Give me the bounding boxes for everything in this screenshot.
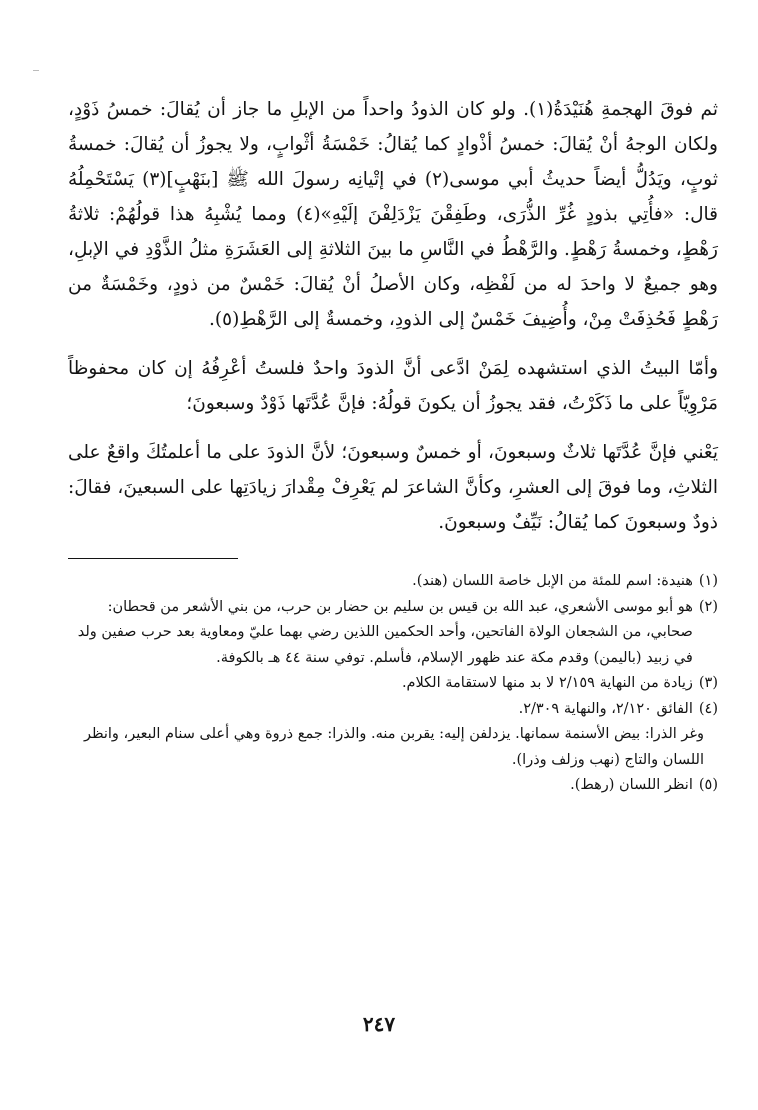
paragraph-2: وأمّا البيتُ الذي استشهده لِمَنْ ادَّعى أنَّ الذودَ واحدٌ فلستُ أعْرِفُهُ إن كان محفوظاً مَرْوِيّاً على ما ذَكَرْتُ، فقد يجوزُ أن يكونَ قولُهُ: فإنَّ عُدَّتَها ذَوْدٌ وسبعونَ؛ xyxy=(68,358,718,414)
paragraph-1: ثم فوقَ الهجمةِ هُنَيْدَةُ(١). ولو كان الذودُ واحداً من الإبلِ ما جاز أن يُقالَ: خمسُ ذَوْدٍ، ولكان الوجهُ أنْ يُقالَ: خمسُ أذْوادٍ كما يُقالُ: خَمْسَةُ أثْوابٍ، ولا يجوزُ أن يُقالَ: خمسةُ ثوبٍ، ويَدُلُّ أيضاً حديثُ أبي موسى(٢) في إتْيانِه رسولَ الله ﷺ [بنَهْبٍ](٣) يَسْتَحْمِلُهُ قال: «فأُتِي بذودٍ غُرِّ الذُّرَى، وطَفِقْنَ يَزْدَلِفْنَ إلَيْهِ»(٤) ومما يُشْبِهُ هذا قولُهُمْ: ثلاثةُ رَهْطٍ، وخمسةُ رَهْطٍ. والرَّهْطُ في النَّاسِ ما بينَ الثلاثةِ إلى العَشَرَةِ مثلُ الذَّوْدِ في الإبلِ، وهو جميعٌ لا واحدَ له من لَفْظِه، وكان الأصلُ أنْ يُقالَ: خَمْسٌ من ذودٍ، وخَمْسَةٌ من رَهْطٍ فَحُذِفَتْ مِنْ، وأُضِيفَ خَمْسٌ إلى الذودِ، وخمسةٌ إلى الرَّهْطِ(٥). xyxy=(68,99,719,330)
footnote-2 xyxy=(68,595,718,672)
footnote-number: (٤) xyxy=(698,700,718,717)
paragraph-3: يَعْني فإنَّ عُدَّتَها ثلاثٌ وسبعونَ، أو خمسٌ وسبعونَ؛ لأنَّ الذودَ على ما أعلمتُكَ واقعٌ على الثلاثِ، وما فوقَ إلى العشرِ، وكأنَّ الشاعرَ لم يَعْرِفْ مِقْدارَ زيادَتِها على السبعينَ، فقالَ: ذودٌ وسبعونَ كما يُقالُ: نَيِّفٌ وسبعونَ. xyxy=(68,442,718,533)
footnote-1 xyxy=(68,569,718,595)
footnote-separator xyxy=(68,558,238,559)
footnote-4 xyxy=(68,697,718,723)
footnote-text: زيادة من النهاية ٢/١٥٩ لا بد منها لاستقامة الكلام. xyxy=(401,675,693,691)
main-text xyxy=(68,92,718,540)
footnote-3 xyxy=(68,671,718,697)
footnotes xyxy=(68,569,718,799)
scan-speck xyxy=(33,70,39,71)
footnote-number: (٥) xyxy=(698,777,718,793)
footnote-5 xyxy=(68,773,718,799)
page-content xyxy=(68,92,718,799)
footnote-text: انظر اللسان (رهط). xyxy=(570,777,693,793)
footnote-text: الفائق ٢/١٢٠، والنهاية ٢/٣٠٩. xyxy=(518,700,693,717)
footnote-number: (١) xyxy=(698,573,718,589)
footnote-number: (٢) xyxy=(698,598,718,615)
footnote-number: (٣) xyxy=(698,675,718,691)
footnote-4-continuation: وغر الذرا: بيض الأسنمة سمانها. يزدلفن إليه: يقربن منه. والذرا: جمع ذروة وهي أعلى سنام البعير، وانظر اللسان والتاج (نهب وزلف وذرا). xyxy=(83,726,704,768)
footnote-text: هو أبو موسى الأشعري، عبد الله بن قيس بن سليم بن حضار بن حرب، من بني الأشعر من قحطان: صحابي، من الشجعان الولاة الفاتحين، وأحد الحكمين اللذين رضي بهما عليّ ومعاوية بعد حرب صفين ولد في زبيد (باليمن) وقدم مكة عند ظهور الإسلام، فأسلم. توفي سنة ٤٤ هـ بالكوفة. xyxy=(77,598,693,666)
footnote-text: هنيدة: اسم للمئة من الإبل خاصة اللسان (هند). xyxy=(412,573,693,589)
page-number: ٢٤٧ xyxy=(362,1012,396,1036)
